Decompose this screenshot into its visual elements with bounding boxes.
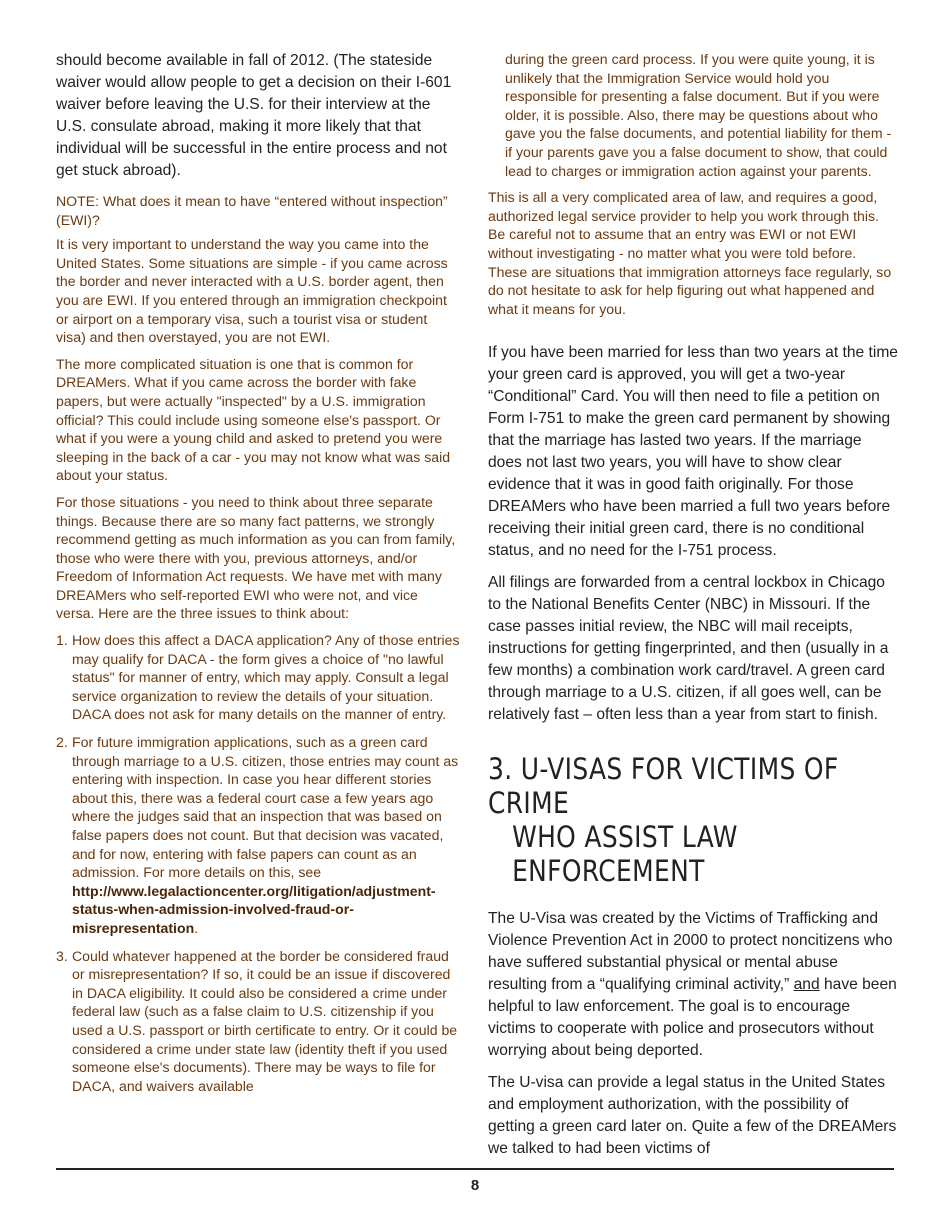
- list-item-text: How does this affect a DACA application? Any of those entries may qualify for DACA - the form gives a choice of "no lawful status" for manner of entry, which may apply. Consult a legal service organization to review the details of your situation. DACA does not ask for many details on the manner of entry.: [72, 632, 460, 723]
- page-number: 8: [470, 1177, 480, 1194]
- uvisa-text: have been helpful to law enforcement. The goal is to encourage victims to cooperate with police and prosecutors without worrying about being deported.: [488, 976, 897, 1060]
- footer-divider: [56, 1168, 894, 1170]
- list-item-text: Could whatever happened at the border be considered fraud or misrepresentation? If so, it could be an issue if discovered in DACA eligibility. It could also be considered a crime under federal law (such as a false claim to U.S. citizenship if you used a U.S. passport or birth certificate to entry. Or it could be considered a crime under state law (identity theft if you used someone else's documents). There may be ways to file for DACA, and waivers available: [72, 947, 458, 1094]
- list-item-text: For future immigration applications, such as a green card through marriage to a U.S. citizen, those entries may count as entering with inspection. In case you hear different stories about this, there was a federal court case a few years ago where the judges said that an inspection that was based on false papers does not count. But that decision was vacated, and for now, entering with false papers can count as an admission. For more details on this, see: [72, 734, 459, 881]
- list-item-number: 1.: [56, 632, 68, 649]
- list-item-number: 2.: [56, 734, 68, 751]
- list-item: [56, 733, 460, 938]
- list-item: [56, 631, 460, 724]
- section-heading: [488, 752, 901, 888]
- ewi-note-heading: NOTE: What does it mean to have “entered without inspection” (EWI)?: [56, 193, 448, 228]
- list-item-number: 3.: [56, 947, 68, 964]
- uvisa-paragraph: [488, 908, 898, 1062]
- ewi-note-paragraph: This is all a very complicated area of law, and requires a good, authorized legal service provider to help you work through this. Be careful not to assume that an entry was EWI or not EWI without investigating - no matter what you were told before. These are situations that immigration attorneys face regularly, so do not hesitate to ask for help figuring out what happened and what it means for you.: [488, 189, 892, 317]
- ewi-note-continuation: during the green card process. If you were quite young, it is unlikely that the Immigration Service would hold you responsible for presenting a false document. But if you were older, it is possible. Also, there may be questions about who gave you the false documents, and potential liability for them - if your parents gave you a false document to show, that could lead to charges or immigration action against your parents.: [505, 51, 892, 179]
- ewi-note-paragraph: It is very important to understand the way you came into the United States. Some situations are simple - if you came across the border and never interacted with a U.S. border agent, then you are EWI. If you entered through an immigration checkpoint or airport on a temporary visa, such a tourist visa or student visa) and then overstayed, you are not EWI.: [56, 236, 448, 346]
- right-column: [488, 50, 898, 1170]
- issues-list: [56, 631, 460, 1095]
- list-item-text-wrap: [72, 733, 460, 938]
- list-item: [56, 947, 460, 1096]
- underlined-and: and: [793, 976, 820, 994]
- legal-action-center-link[interactable]: http://www.legalactioncenter.org/litigation/adjustment-status-when-admission-involved-fraud-or-misrepresentation: [72, 882, 436, 936]
- ewi-note-paragraph: For those situations - you need to think about three separate things. Because there are so many fact patterns, we strongly recommend getting as much information as you can from family, those who were there with you, previous attorneys, and/or Freedom of Information Act requests. We have met with many DREAMers who self-reported EWI who were not, and vice versa. Here are the three issues to think about:: [56, 493, 456, 622]
- ewi-note-paragraph: The more complicated situation is one that is common for DREAMers. What if you came across the border with fake papers, but were actually "inspected" by a U.S. immigration official? This could include using someone else's passport. Or what if you were a young child and asked to pretend you were sleeping in the back of a car - you may not know what was said about your status.: [56, 355, 451, 484]
- intro-paragraph: should become available in fall of 2012. (The stateside waiver would allow people to get a decision on their I-601 waiver before leaving the U.S. for their interview at the U.S. consulate abroad, making it more likely that that individual will be successful in the entire process and not get stuck abroad).: [56, 52, 452, 179]
- conditional-card-paragraph: If you have been married for less than two years at the time your green card is approved, you will get a two-year “Conditional” Card. You will then need to file a petition on Form I-751 to make the green card permanent by showing that the marriage has lasted two years. If the marriage does not last two years, you will have to show clear evidence that it was in good faith originally. For those DREAMers who have been married a full two years before receiving their initial green card, there is no conditional status, and no need for the I-751 process.: [488, 344, 898, 560]
- uvisa-text: The U-Visa was created by the Victims of Trafficking and Violence Prevention Act in 2000 to protect noncitizens who have suffered substantial physical or mental abuse resulting from a “qualifying criminal activity,”: [488, 910, 893, 994]
- section-heading-line: WHO ASSIST LAW ENFORCEMENT: [512, 820, 738, 889]
- left-column: [56, 50, 460, 1104]
- uvisa-paragraph: The U-visa can provide a legal status in the United States and employment authorization, with the possibility of getting a green card later on. Quite a few of the DREAMers we talked to had been victims of: [488, 1074, 897, 1158]
- list-item-end: .: [194, 919, 199, 936]
- section-heading-line: 3. U-VISAS FOR VICTIMS OF CRIME: [488, 752, 839, 821]
- filings-paragraph: All filings are forwarded from a central lockbox in Chicago to the National Benefits Center (NBC) in Missouri. If the case passes initial review, the NBC will mail receipts, instructions for getting fingerprinted, and then (usually in a few months) a combination work card/travel. A green card through marriage to a U.S. citizen, if all goes well, can be relatively fast – often less than a year from start to finish.: [488, 574, 889, 724]
